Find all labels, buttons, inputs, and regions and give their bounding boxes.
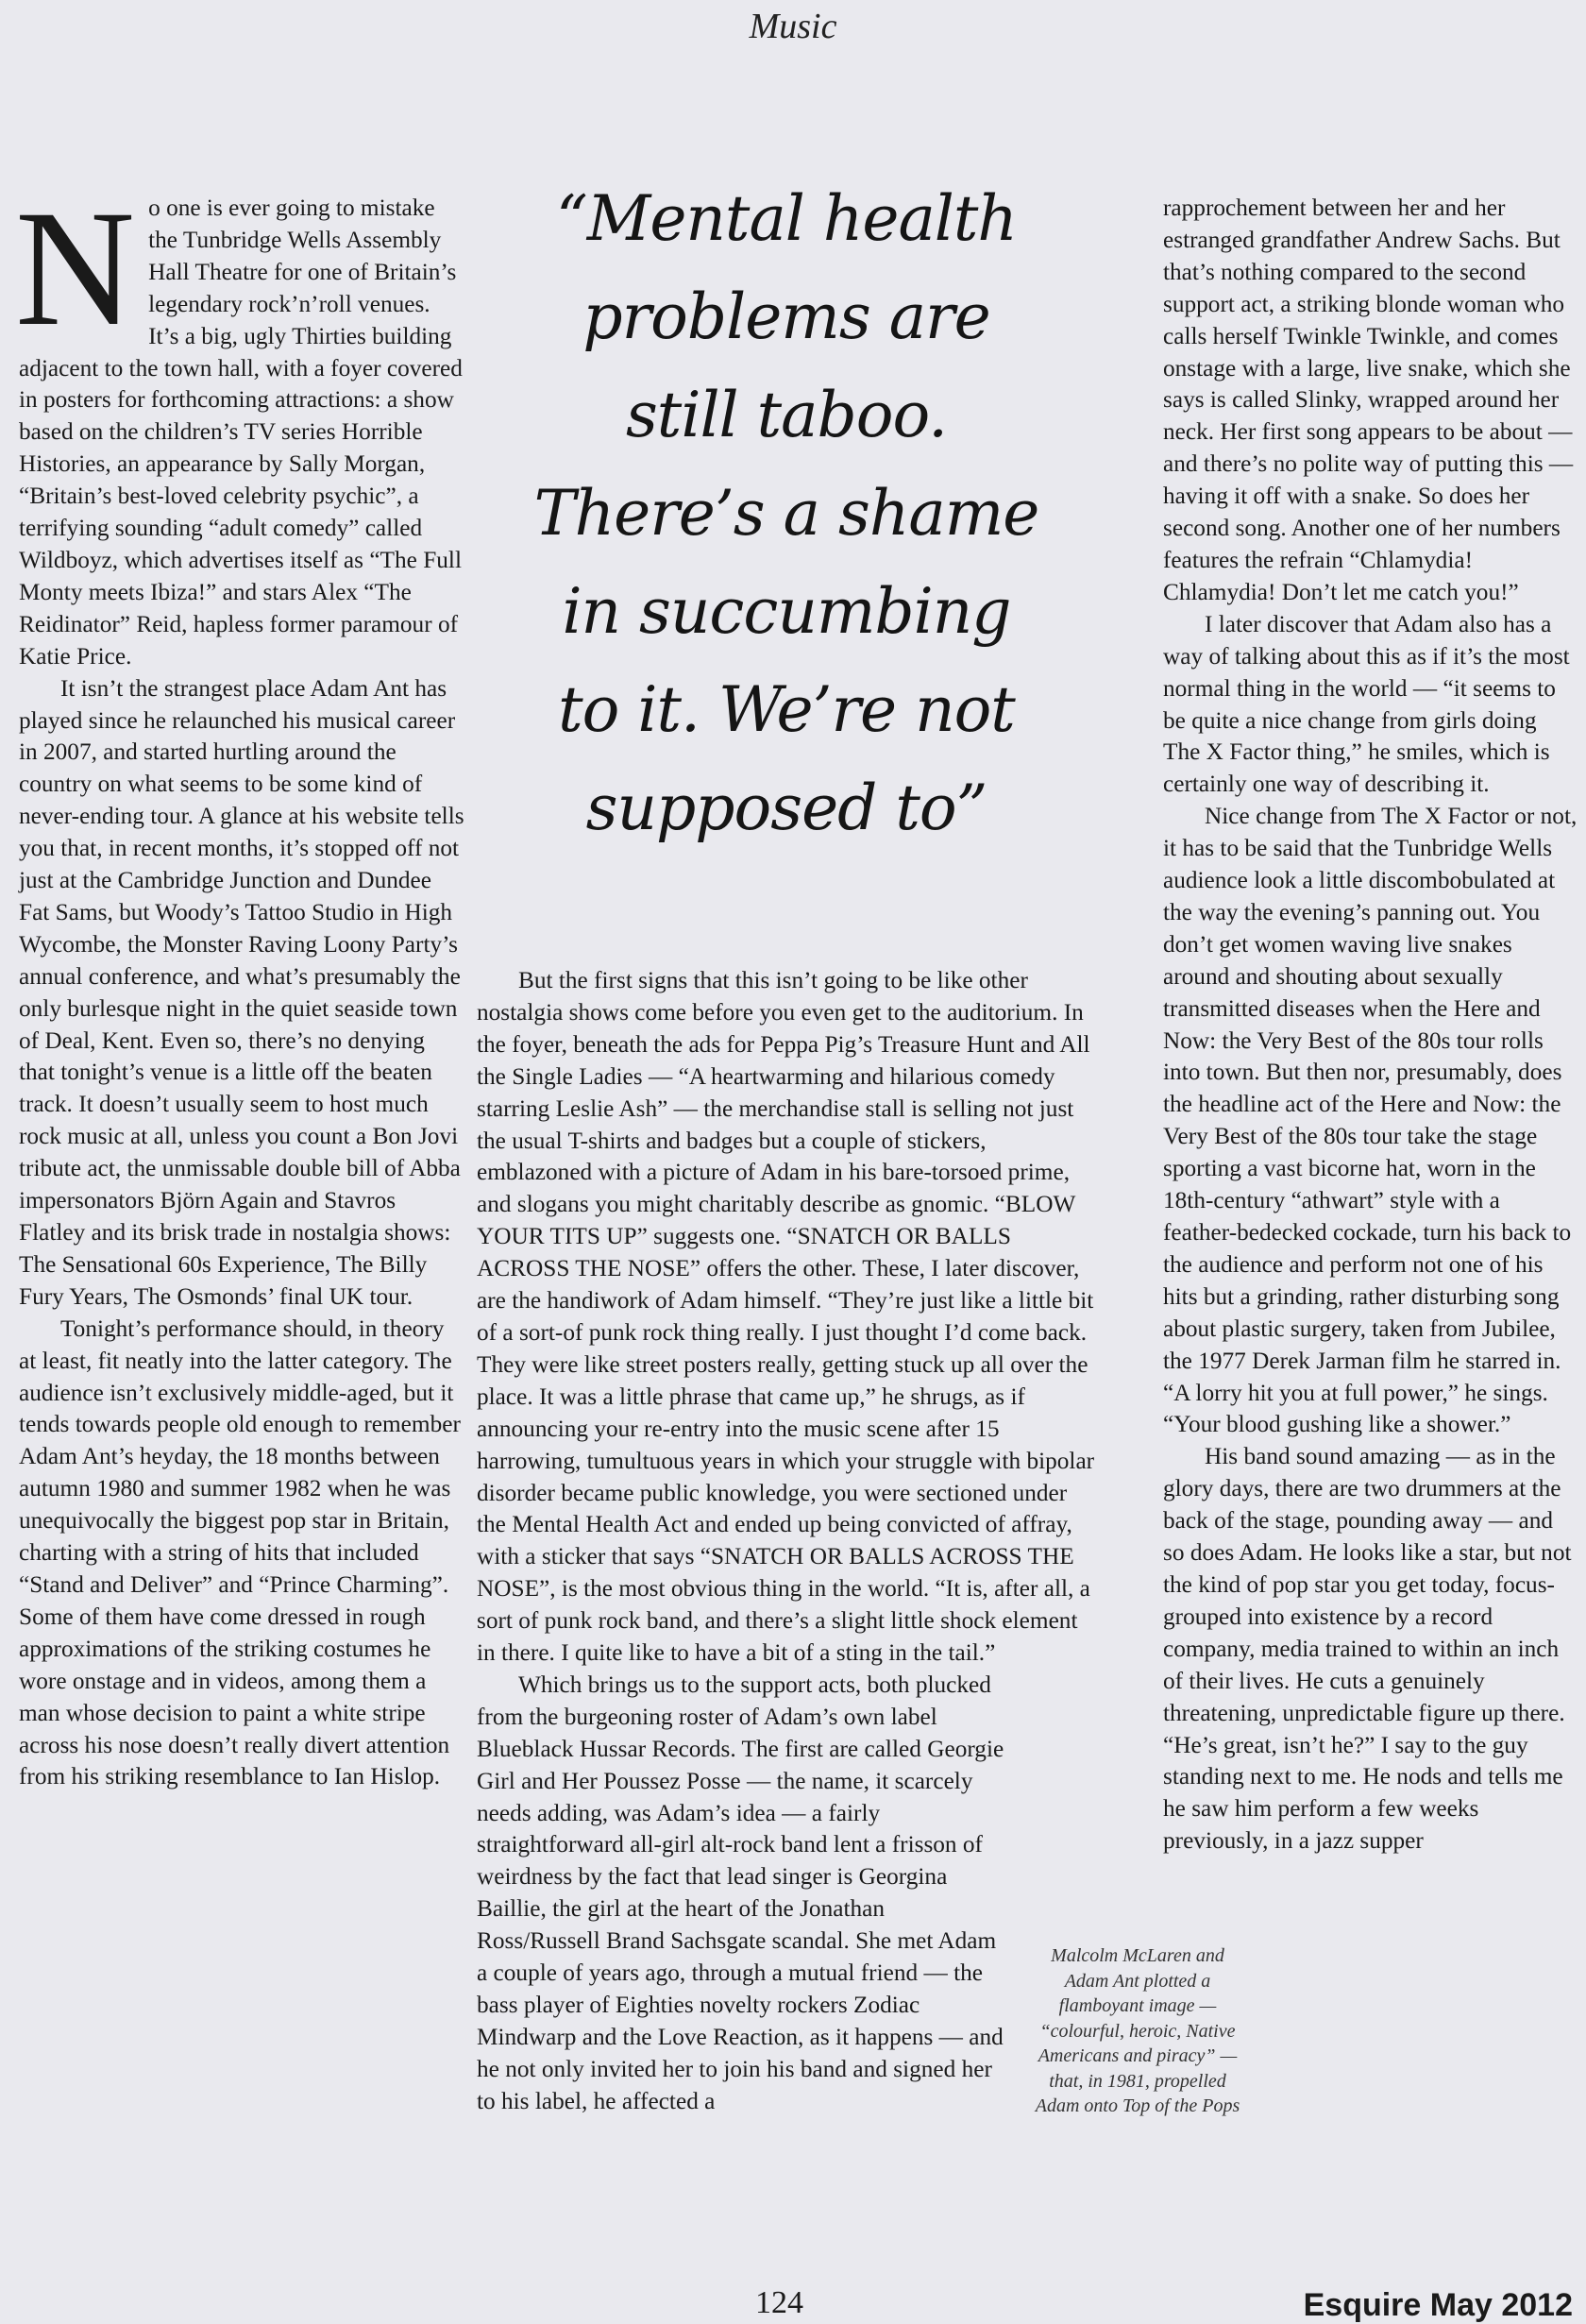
section-title: Music	[749, 7, 837, 46]
pull-quote-line: still taboo.	[625, 379, 948, 451]
article-paragraph: His band sound amazing — as in the glory days, there are two drummers at the back of the stage, pounding away — and so does Adam. He looks like a star, but not the kind of pop star you get today, focus-grouped into existence by a record company, media trained to within an inch of their lives. He cuts a genuinely threatening, unpredictable figure up there. “He’s great, isn’t he?” I say to the guy standing next to me. He nods and tells me he saw him perform a few weeks previously, in a jazz supper	[1163, 1443, 1572, 1855]
pull-quote-line: supposed to”	[585, 772, 987, 844]
pull-quote	[477, 170, 1096, 857]
article-paragraph: No one is ever going to mistake the Tunbridge Wells Assembly Hall Theatre for one of Britain’s legendary rock’n’roll venues. It’s a big, ugly Thirties building adjacent to the town hall, with a foyer covered in posters for forthcoming attractions: a show based on the children’s TV series Horrible Histories, an appearance by Sally Morgan, “Britain’s best-loved celebrity psychic”, a terrifying sounding “adult comedy” called Wildboyz, which advertises itself as “The Full Monty meets Ibiza!” and stars Alex “The Reidinator” Reid, hapless former paramour of Katie Price.	[15, 177, 463, 670]
pull-quote-line: There’s a shame	[533, 477, 1039, 550]
article-column-middle	[477, 965, 1096, 2118]
page-number: 124	[755, 2285, 803, 2320]
article-column-left	[15, 177, 466, 1793]
pull-quote-line: problems are	[582, 280, 990, 353]
article-paragraph: Which brings us to the support acts, both plucked from the burgeoning roster of Adam’s own label Blueblack Hussar Records. The first are called Georgie Girl and Her Poussez Posse — the name, it scarcely needs adding, was Adam’s idea — a fairly straightforward all-girl alt-rock band lent a frisson of weirdness by the fact that lead singer is Georgina Baillie, the girl at the heart of the Jonathan Ross/Russell Brand Sachsgate scandal. She met Adam a couple of years ago, through a mutual friend — the bass player of Eighties novelty rockers Zodiac Mindwarp and the Love Reaction, as it happens — and he not only invited her to join his band and signed her to his label, he affected a	[477, 1671, 1004, 2114]
article-paragraph: I later discover that Adam also has a way of talking about this as if it’s the most normal thing in the world — “it seems to be quite a nice change from girls doing The X Factor thing,” he smiles, which is certainly one way of describing it.	[1163, 610, 1570, 798]
article-paragraph: rapprochement between her and her estranged grandfather Andrew Sachs. But that’s nothing compared to the second support act, a striking blonde woman who calls herself Twinkle Twinkle, and comes onstage with a large, live snake, which she says is called Slinky, wrapped around her neck. Her first song appears to be about — and there’s no polite way of putting this — having it off with a snake. So does her second song. Another one of her numbers features the refrain “Chlamydia! Chlamydia! Don’t let me catch you!”	[1163, 195, 1574, 605]
pull-quote-line: “Mental health	[556, 182, 1017, 255]
article-column-right	[1163, 193, 1578, 1858]
photo-caption: Malcolm McLaren and Adam Ant plotted a flamboyant image — “colourful, heroic, Native Americans and piracy” — that, in 1981, propelled Adam onto Top of the Pops	[1035, 1945, 1240, 2116]
article-paragraph: Tonight’s performance should, in theory at least, fit neatly into the latter category. The audience isn’t exclusively middle-aged, but it tends towards people old enough to remember Adam Ant’s heyday, the 18 months between autumn 1980 and summer 1982 when he was unequivocally the biggest pop star in Britain, charting with a string of hits that included “Stand and Deliver” and “Prince Charming”. Some of them have come dressed in rough approximations of the striking costumes he wore onstage and in videos, among them a man whose decision to paint a white stripe across his nose doesn’t really divert attention from his striking resemblance to Ian Hislop.	[19, 1315, 461, 1790]
article-paragraph: But the first signs that this isn’t going to be like other nostalgia shows come before you even get to the auditorium. In the foyer, beneath the ads for Peppa Pig’s Treasure Hunt and All the Single Ladies — “A heartwarming and hilarious comedy starring Leslie Ash” — the merchandise stall is selling not just the usual T-shirts and badges but a couple of stickers, emblazoned with a picture of Adam in his bare-torsoed prime, and slogans you might charitably describe as gnomic. “BLOW YOUR TITS UP” suggests one. “SNATCH OR BALLS ACROSS THE NOSE” offers the other. These, I later discover, are the handiwork of Adam himself. “They’re just like a little bit of a sort-of punk rock thing really. I just thought I’d come back. They were like street posters really, getting stuck up all over the place. It was a little phrase that came up,” he shrugs, as if announcing your re-entry into the music scene after 15 harrowing, tumultuous years in which your struggle with bipolar disorder became public knowledge, you were sectioned under the Mental Health Act and ended up being convicted of affray, with a sticker that says “SNATCH OR BALLS ACROSS THE NOSE”, is the most obvious thing in the world. “It is, after all, a sort of punk rock band, and there’s a slight little shock element in there. I quite like to have a bit of a sting in the tail.”	[477, 967, 1095, 1667]
pull-quote-line: in succumbing	[562, 575, 1011, 648]
pull-quote-line: to it. We’re not	[558, 673, 1015, 746]
article-paragraph: Nice change from The X Factor or not, it has to be said that the Tunbridge Wells audience look a little discombobulated at the way the evening’s panning out. You don’t get women waving live snakes around and shouting about sexually transmitted diseases when the Here and Now: the Very Best of the 80s tour rolls into town. But then nor, presumably, does the headline act of the Here and Now: the Very Best of the 80s tour take the stage sporting a vast bicorne hat, worn in the 18th-century “athwart” style with a feather-bedecked cockade, turn his back to the audience and perform not one of his hits but a grinding, rather disturbing song about plastic surgery, taken from Jubilee, the 1977 Derek Jarman film he starred in. “A lorry hit you at full power,” he sings. “Your blood gushing like a shower.”	[1163, 803, 1578, 1438]
drop-cap: N	[15, 177, 136, 361]
magazine-issue: Esquire May 2012	[1303, 2287, 1573, 2323]
article-paragraph: It isn’t the strangest place Adam Ant has played since he relaunched his musical career in 2007, and started hurtling around the country on what seems to be some kind of never-ending tour. A glance at his website tells you that, in recent months, it’s stopped off not just at the Cambridge Junction and Dundee Fat Sams, but Woody’s Tattoo Studio in High Wycombe, the Monster Raving Loony Party’s annual conference, and what’s presumably the only burlesque night in the quiet seaside town of Deal, Kent. Even so, there’s no denying that tonight’s venue is a little off the beaten track. It doesn’t usually seem to host much rock music at all, unless you count a Bon Jovi tribute act, the unmissable double bill of Abba impersonators Björn Again and Stavros Flatley and its brisk trade in nostalgia shows: The Sensational 60s Experience, The Billy Fury Years, The Osmonds’ final UK tour.	[19, 674, 464, 1310]
